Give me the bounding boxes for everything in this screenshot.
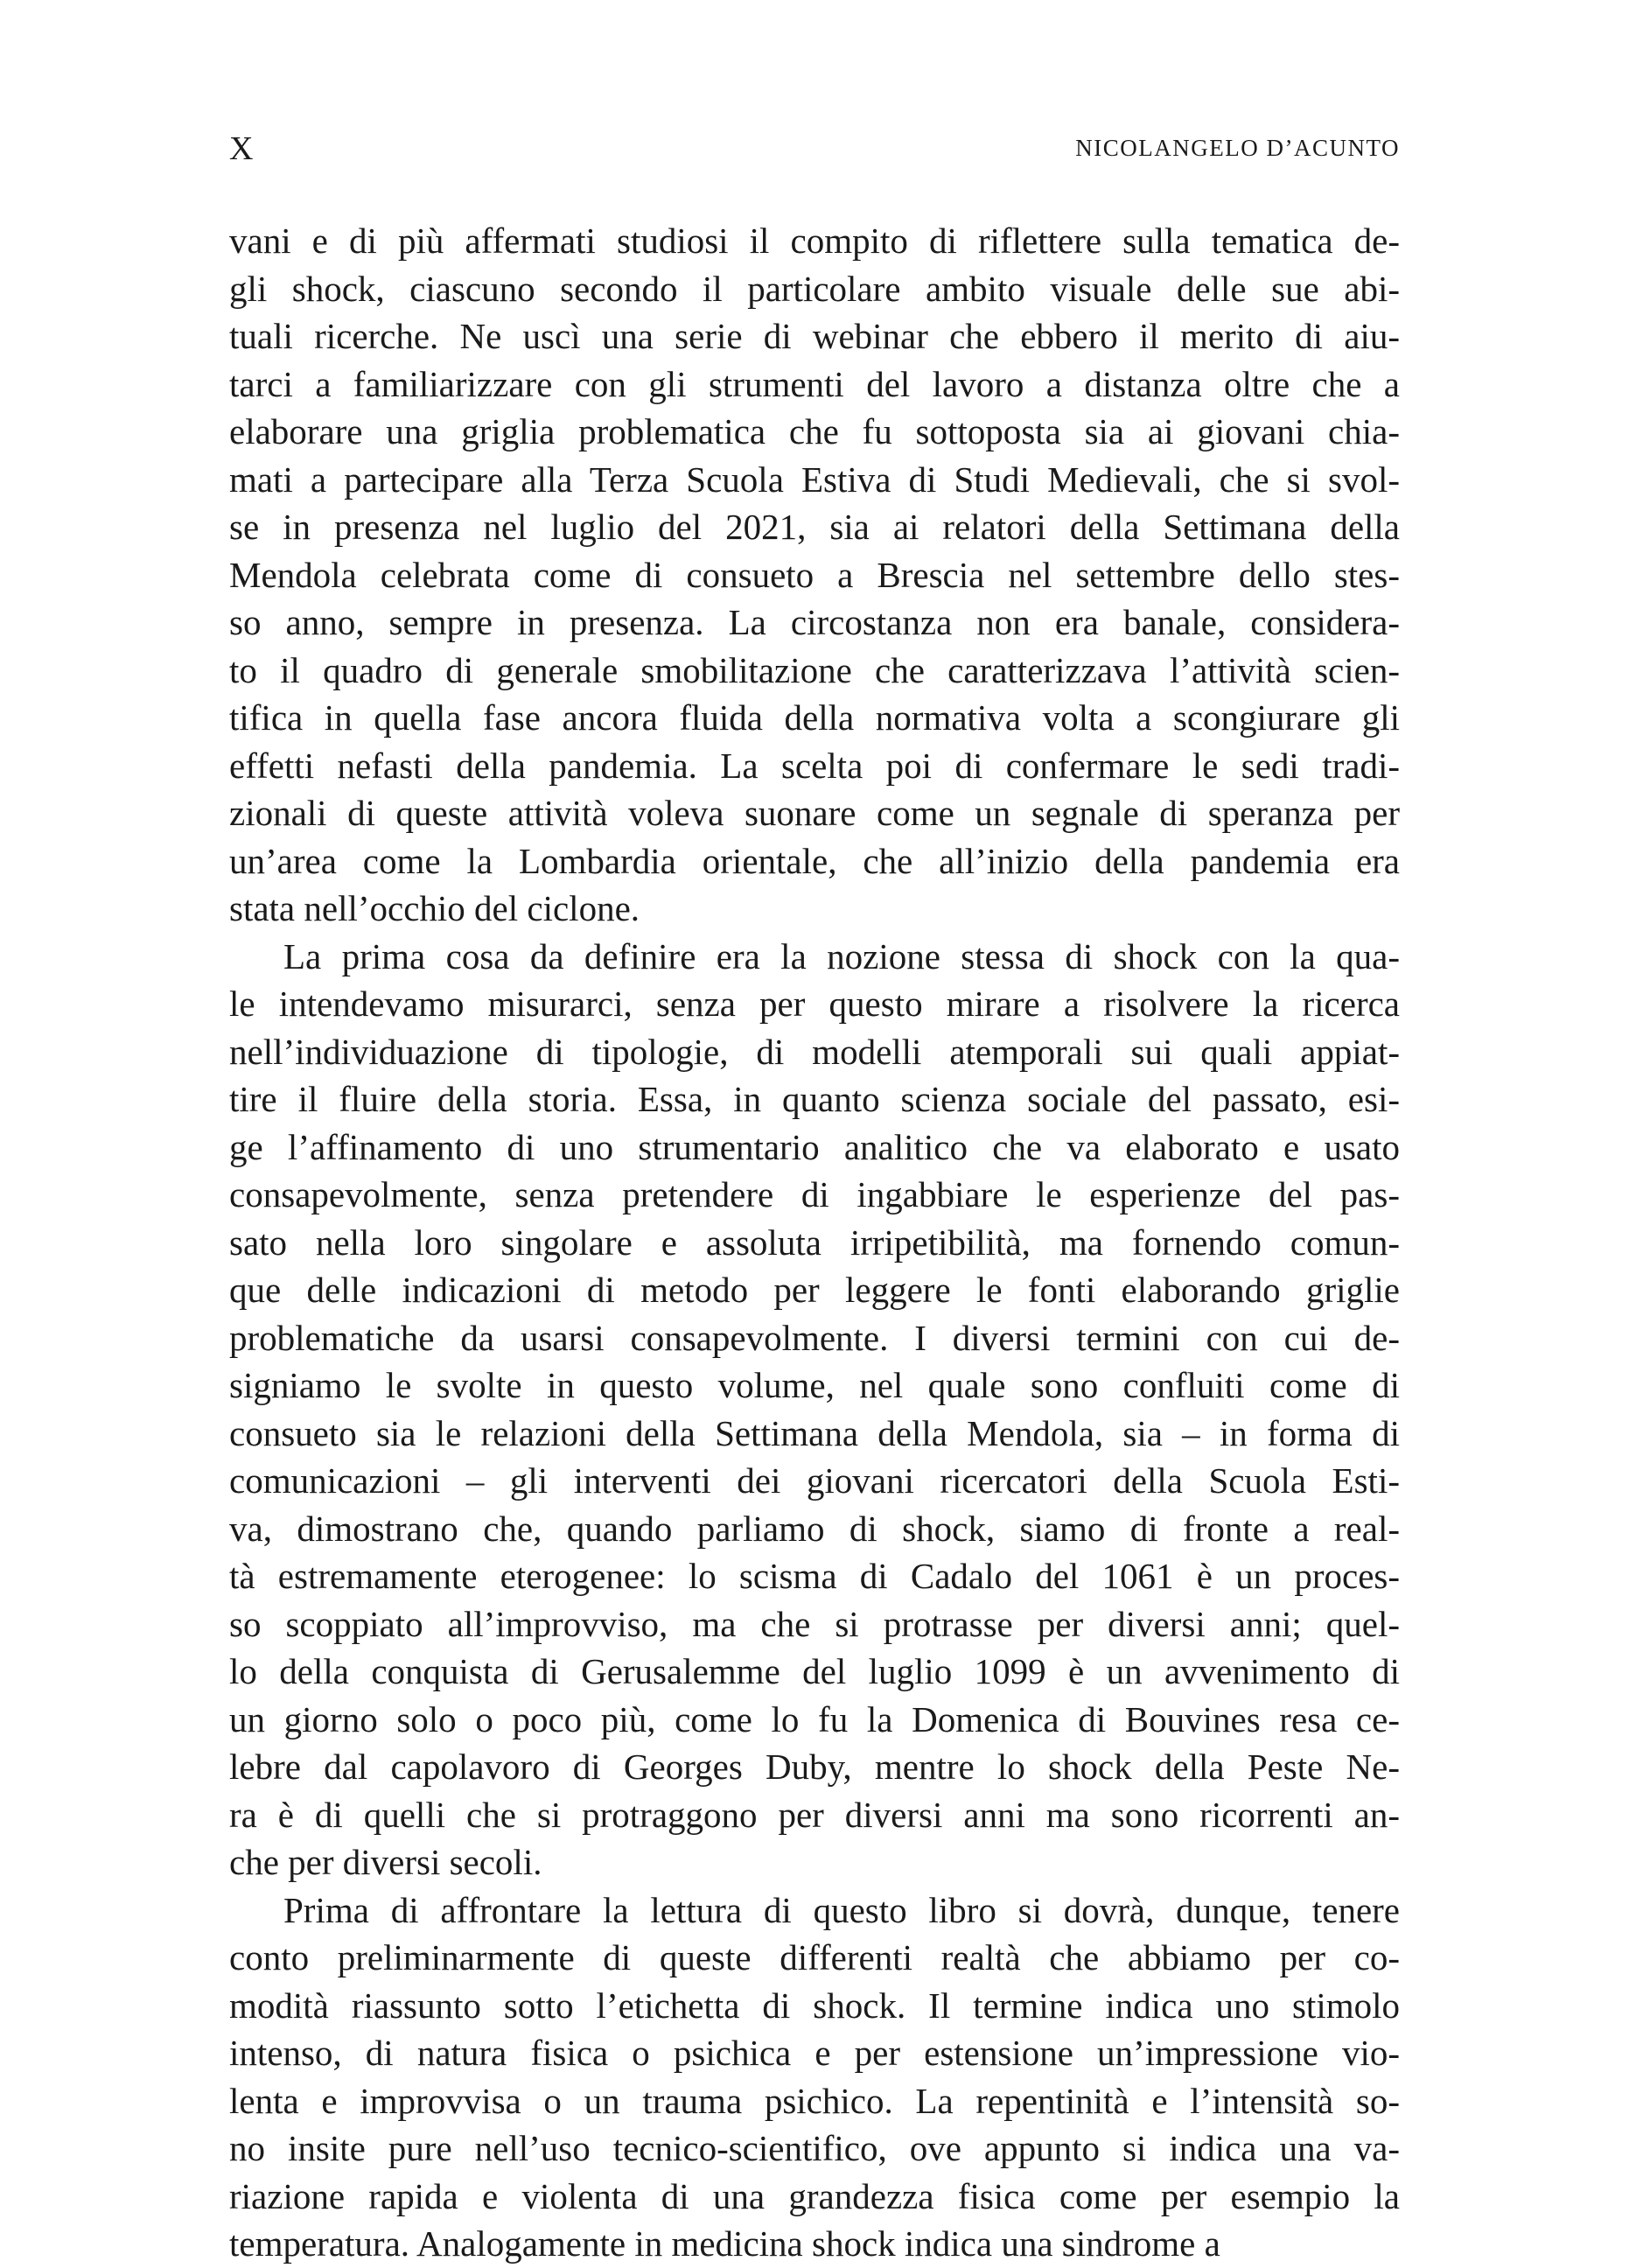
text-line: tire il fluire della storia. Essa, in quanto scienza sociale del passato, esi- [229,1079,1400,1119]
text-line: ra è di quelli che si protraggono per diversi anni ma sono ricorrenti an- [229,1794,1400,1835]
text-line: vani e di più affermati studiosi il compito di riflettere sulla tematica de- [229,220,1400,261]
text-line: so anno, sempre in presenza. La circostanza non era banale, considera- [229,602,1400,642]
body-text [229,217,1400,2268]
text-line: temperatura. Analogamente in medicina shock indica una sindrome a [229,2223,1220,2264]
text-line: consueto sia le relazioni della Settimana della Mendola, sia – in forma di [229,1412,1400,1453]
text-line: tuali ricerche. Ne uscì una serie di webinar che ebbero il merito di aiu- [229,316,1400,356]
text-line: Mendola celebrata come di consueto a Brescia nel settembre dello stes- [229,554,1400,595]
text-line: intenso, di natura fisica o psichica e per estensione un’impressione vio- [229,2033,1400,2073]
text-line: tarci a familiarizzare con gli strumenti del lavoro a distanza oltre che a [229,363,1400,404]
text-line: stata nell’occhio del ciclone. [229,888,640,928]
text-line: nell’individuazione di tipologie, di modelli atemporali sui quali appiat- [229,1031,1400,1072]
text-line: lebre dal capolavoro di Georges Duby, mentre lo shock della Peste Ne- [229,1746,1400,1787]
text-line: gli shock, ciascuno secondo il particolare ambito visuale delle sue abi- [229,268,1400,309]
text-line: ge l’affinamento di uno strumentario analitico che va elaborato e usato [229,1126,1400,1167]
text-line: riazione rapida e violenta di una grandezza fisica come per esempio la [229,2175,1400,2216]
text-line: La prima cosa da definire era la nozione stessa di shock con la qua- [283,935,1400,976]
text-line: conto preliminarmente di queste differenti realtà che abbiamo per co- [229,1937,1400,1978]
text-line: so scoppiato all’improvviso, ma che si protrasse per diversi anni; quel- [229,1603,1400,1644]
text-line: un giorno solo o poco più, come lo fu la Domenica di Bouvines resa ce- [229,1698,1400,1740]
text-line: sato nella loro singolare e assoluta irripetibilità, ma fornendo comun- [229,1222,1400,1263]
text-line: Prima di affrontare la lettura di questo libro si dovrà, dunque, tenere [283,1889,1400,1930]
text-line: un’area come la Lombardia orientale, che all’inizio della pandemia era [229,840,1400,881]
text-line: che per diversi secoli. [229,1842,542,1882]
text-line: que delle indicazioni di metodo per leggere le fonti elaborando griglie [229,1270,1400,1310]
text-line: to il quadro di generale smobilitazione che caratterizzava l’attività scien- [229,649,1400,690]
text-line: consapevolmente, senza pretendere di ingabbiare le esperienze del pas- [229,1174,1400,1214]
text-line: elaborare una griglia problematica che fu sottoposta sia ai giovani chia- [229,411,1400,452]
paragraph [229,933,1400,1886]
paragraph [229,1886,1400,2268]
text-line: signiamo le svolte in questo volume, nel quale sono confluiti come di [229,1365,1400,1405]
text-line: zionali di queste attività voleva suonare come un segnale di speranza per [229,793,1400,833]
author-running-head: NICOLANGELO D’ACUNTO [1075,135,1400,161]
text-line: modità riassunto sotto l’etichetta di shock. Il termine indica uno stimolo [229,1984,1400,2026]
running-header [229,130,1400,167]
text-line: tà estremamente eterogenee: lo scisma di Cadalo del 1061 è un proces- [229,1556,1400,1596]
page-number: X [229,130,255,167]
text-line: effetti nefasti della pandemia. La scelta poi di confermare le sedi tradi- [229,745,1400,786]
text-line: mati a partecipare alla Terza Scuola Estiva di Studi Medievali, che si svol- [229,458,1400,500]
text-line: problematiche da usarsi consapevolmente. I diversi termini con cui de- [229,1317,1400,1358]
text-line: le intendevamo misurarci, senza per questo mirare a risolvere la ricerca [229,984,1400,1024]
text-line: lenta e improvvisa o un trauma psichico. La repentinità e l’intensità so- [229,2080,1400,2121]
text-line: se in presenza nel luglio del 2021, sia ai relatori della Settimana della [229,507,1400,547]
text-line: no insite pure nell’uso tecnico-scientifico, ove appunto si indica una va- [229,2128,1400,2168]
text-line: va, dimostrano che, quando parliamo di shock, siamo di fronte a real- [229,1508,1400,1549]
text-line: tifica in quella fase ancora fluida della normativa volta a scongiurare gli [229,697,1400,738]
text-line: lo della conquista di Gerusalemme del luglio 1099 è un avvenimento di [229,1651,1400,1691]
text-line: comunicazioni – gli interventi dei giovani ricercatori della Scuola Esti- [229,1460,1400,1501]
paragraph [229,217,1400,933]
